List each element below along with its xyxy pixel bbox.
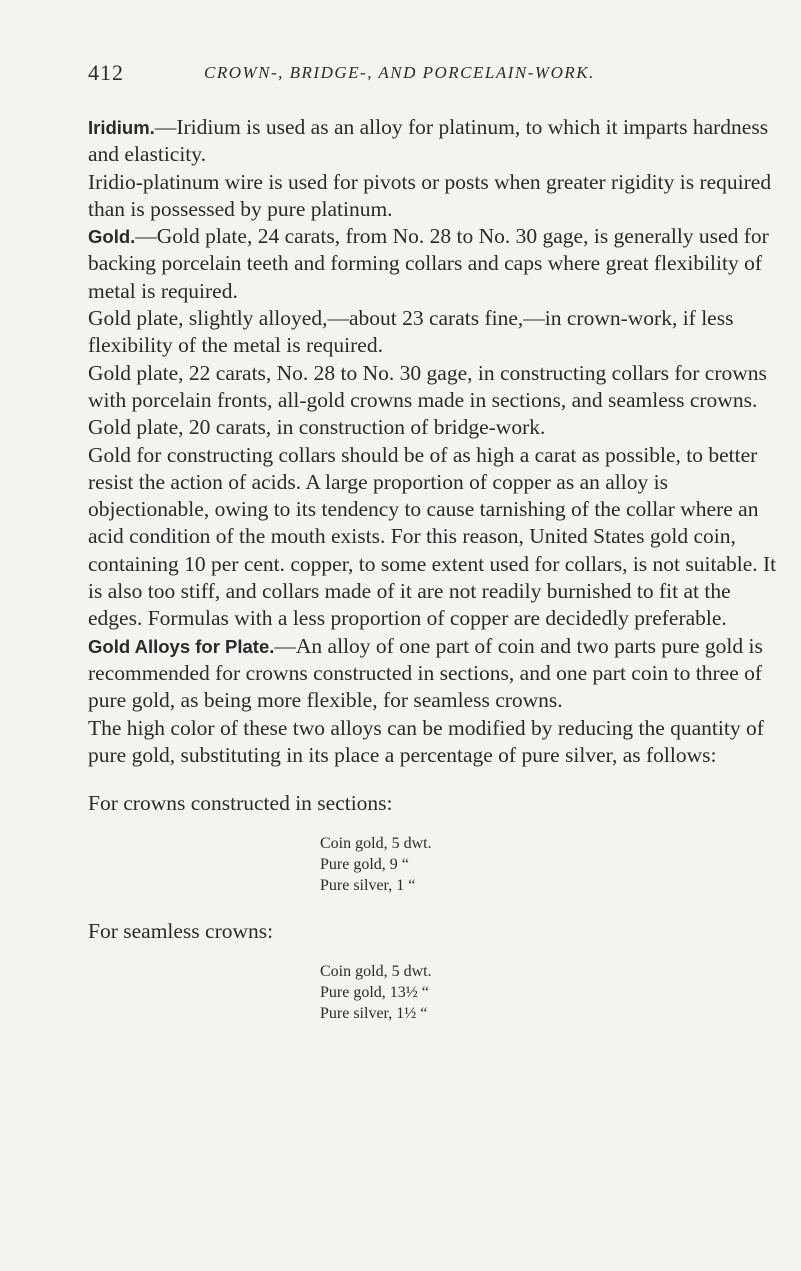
paragraph-text: The high color of these two alloys can be modified by reducing the quantity of pure gold, substituting in its place a percentage of pure silver, as follows: (88, 715, 764, 767)
page-number: 412 (88, 60, 124, 85)
paragraph-text: —Iridium is used as an alloy for platinum, to which it imparts hardness and elasticity. (88, 115, 769, 167)
ingredient-unit: “ (421, 984, 429, 1002)
paragraph-text: Gold plate, slightly alloyed,—about 23 carats fine,—in crown-work, if less flexibility of the metal is required. (88, 306, 734, 358)
paragraph-text: Gold plate, 22 carats, No. 28 to No. 30 gage, in constructing collars for crowns with porcelain fronts, all-gold crowns made in sections, and seamless crowns. (88, 360, 767, 412)
paragraph-gold-22 (88, 360, 778, 415)
running-head: CROWN-, BRIDGE-, AND PORCELAIN-WORK. (204, 63, 595, 82)
ingredient-name: Pure silver, (320, 1005, 393, 1023)
page-header (88, 60, 788, 90)
formula-row (320, 833, 778, 854)
formula-row (320, 961, 778, 982)
paragraph-collars (88, 442, 778, 633)
ingredient-qty: 9 (389, 856, 398, 874)
section-title: For crowns constructed in sections: (88, 791, 393, 816)
section-title: For seamless crowns: (88, 919, 274, 944)
ingredient-unit: “ (408, 877, 416, 895)
ingredient-name: Pure gold, (320, 856, 386, 874)
ingredient-name: Pure gold, (320, 984, 386, 1002)
run-in-heading: Iridium. (88, 117, 155, 138)
ingredient-name: Coin gold, (320, 963, 388, 981)
paragraph-text: —Gold plate, 24 carats, from No. 28 to No. 30 gage, is generally used for backing porcelain teeth and forming collars and caps where great flexibility of metal is required. (88, 224, 769, 303)
paragraph-text: Gold for constructing collars should be of as high a carat as possible, to better resist the action of acids. A large proportion of copper as an alloy is objectionable, owing to its tendency to cause tarnishing of the collar where an acid condition of the mouth exists. For this reason, United States gold coin, containing 10 per cent. copper, to some extent used for collars, is not suitable. It is also too stiff, and collars made of it are not readily burnished to fit at the edges. Formulas with a less proportion of copper are decidedly preferable. (88, 442, 777, 631)
ingredient-unit: dwt. (403, 835, 432, 853)
paragraph-gold-20 (88, 414, 778, 441)
ingredient-qty: 1 (396, 877, 405, 895)
paragraph-iridio-platinum (88, 169, 778, 224)
ingredient-unit: “ (420, 1005, 428, 1023)
ingredient-name: Coin gold, (320, 835, 388, 853)
ingredient-qty: 1½ (396, 1005, 417, 1023)
ingredient-unit: dwt. (403, 963, 432, 981)
paragraph-text: —An alloy of one part of coin and two parts pure gold is recommended for crowns constructed in sections, and one part coin to three of pure gold, as being more flexible, for seamless crowns. (88, 633, 763, 713)
paragraph-iridium (88, 114, 778, 169)
formula-section-sections (88, 790, 778, 896)
formula-row (320, 982, 778, 1003)
paragraph-gold (88, 223, 778, 305)
ingredient-qty: 5 (391, 963, 400, 981)
ingredient-qty: 13½ (389, 984, 418, 1002)
paragraph-high-color (88, 715, 778, 770)
run-in-heading: Gold. (88, 226, 136, 248)
paragraph-text: Iridio-platinum wire is used for pivots or posts when greater rigidity is required than is possessed by pure platinum. (88, 169, 772, 221)
paragraph-text: Gold plate, 20 carats, in construction of bridge-work. (88, 415, 546, 440)
ingredient-name: Pure silver, (320, 877, 393, 895)
ingredient-qty: 5 (391, 835, 400, 853)
formula-row (320, 1003, 778, 1024)
formula-table (320, 833, 778, 896)
paragraph-gold-23 (88, 305, 778, 360)
paragraph-gold-alloys (88, 633, 778, 715)
formula-row (320, 854, 778, 875)
formula-table (320, 961, 778, 1024)
formula-section-seamless (88, 918, 778, 1024)
formula-row (320, 875, 778, 896)
ingredient-unit: “ (401, 856, 409, 874)
run-in-heading: Gold Alloys for Plate. (88, 635, 275, 657)
body-text (88, 114, 778, 1046)
